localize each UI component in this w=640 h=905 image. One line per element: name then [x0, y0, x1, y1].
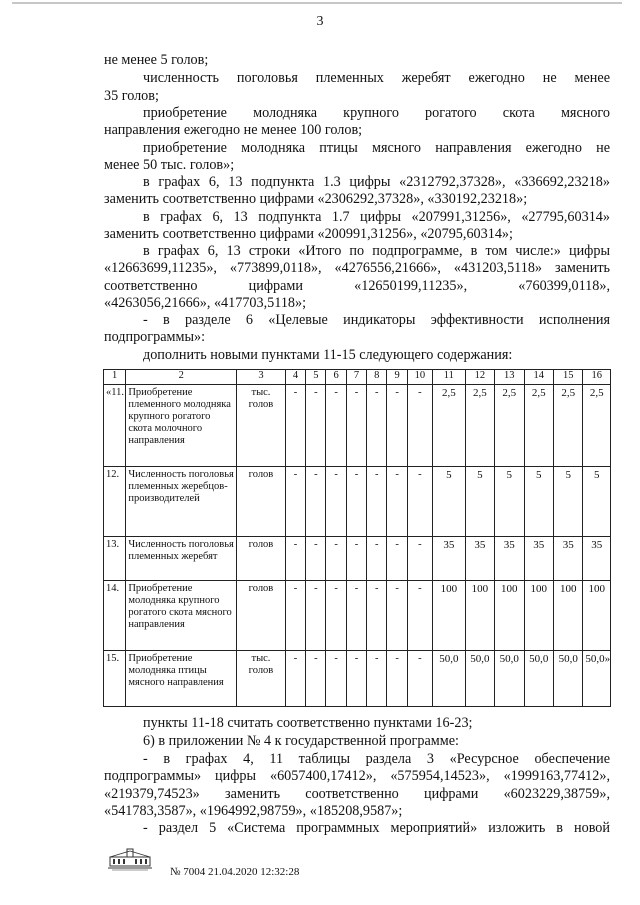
header-cell: 5	[306, 370, 326, 385]
value-cell: -	[285, 651, 305, 707]
header-cell: 3	[237, 370, 286, 385]
value-cell: -	[306, 651, 326, 707]
text-line: - в разделе 6 «Целевые индикаторы эффективности исполнения	[143, 312, 610, 328]
value-cell: -	[387, 385, 407, 467]
value-cell: -	[387, 467, 407, 537]
header-cell: 14	[524, 370, 553, 385]
text-line: приобретение молодняка крупного рогатого скота мясного	[143, 105, 610, 121]
value-cell: 35	[465, 537, 494, 581]
unit-cell: голов	[237, 467, 286, 537]
value-cell: -	[367, 537, 387, 581]
value-cell: -	[326, 651, 346, 707]
row-number: 15.	[104, 651, 126, 707]
row-number: «11.	[104, 385, 126, 467]
text-line: заменить соответственно цифрами «200991,31256», «20795,60314»;	[104, 226, 513, 242]
table-row	[104, 467, 611, 537]
table-row	[104, 581, 611, 651]
header-cell: 6	[326, 370, 346, 385]
indicator-name: Приобретение молодняка крупного рогатого скота мясного направления	[126, 581, 237, 651]
unit-cell: голов	[237, 537, 286, 581]
text-line: соответственно цифрами «12650199,11235», «760399,0118»,	[104, 278, 610, 294]
value-cell: 35	[524, 537, 553, 581]
header-cell: 1	[104, 370, 126, 385]
text-line: 6) в приложении № 4 к государственной программе:	[143, 733, 459, 749]
scan-edge-line	[12, 2, 622, 8]
indicator-name: Численность поголовья племенных жеребцов-производителей	[126, 467, 237, 537]
table-header-row	[104, 370, 611, 385]
value-cell: -	[346, 467, 366, 537]
unit-cell: тыс. голов	[237, 651, 286, 707]
indicator-name: Приобретение племенного молодняка крупного рогатого скота молочного направления	[126, 385, 237, 467]
value-cell: -	[387, 537, 407, 581]
text-line: «541783,3587», «1964992,98759», «185208,9587»;	[104, 803, 403, 819]
value-cell: -	[367, 385, 387, 467]
text-line: приобретение молодняка птицы мясного направления ежегодно не	[143, 140, 610, 156]
value-cell: -	[367, 651, 387, 707]
value-cell: -	[285, 581, 305, 651]
value-cell: 2,5	[433, 385, 466, 467]
header-cell: 13	[495, 370, 524, 385]
table-row	[104, 385, 611, 467]
header-cell: 7	[346, 370, 366, 385]
value-cell: -	[346, 651, 366, 707]
value-cell: 5	[553, 467, 582, 537]
text-line: «219379,74523» заменить соответственно цифрами «6023229,38759»,	[104, 786, 610, 802]
text-line: в графах 6, 13 подпункта 1.7 цифры «207991,31256», «27795,60314»	[143, 209, 610, 225]
header-cell: 2	[126, 370, 237, 385]
value-cell: -	[285, 537, 305, 581]
value-cell: 35	[433, 537, 466, 581]
value-cell: 100	[465, 581, 494, 651]
text-line: в графах 6, 13 строки «Итого по подпрограмме, в том числе:» цифры	[143, 243, 610, 259]
indicator-name: Численность поголовья племенных жеребят	[126, 537, 237, 581]
value-cell: -	[306, 581, 326, 651]
value-cell: 5	[433, 467, 466, 537]
header-cell: 8	[367, 370, 387, 385]
value-cell: -	[407, 651, 432, 707]
building-stamp-icon	[108, 845, 152, 871]
table-row	[104, 651, 611, 707]
row-number: 13.	[104, 537, 126, 581]
value-cell: -	[407, 581, 432, 651]
value-cell: 35	[583, 537, 611, 581]
value-cell: 2,5	[465, 385, 494, 467]
value-cell: 100	[583, 581, 611, 651]
text-line: дополнить новыми пунктами 11-15 следующего содержания:	[143, 347, 513, 363]
text-line: - раздел 5 «Система программных мероприятий» изложить в новой	[143, 820, 610, 836]
value-cell: -	[285, 467, 305, 537]
value-cell: 100	[495, 581, 524, 651]
header-cell: 11	[433, 370, 466, 385]
text-line: подпрограммы»:	[104, 329, 206, 345]
value-cell: 2,5	[524, 385, 553, 467]
value-cell: -	[367, 467, 387, 537]
value-cell: -	[326, 385, 346, 467]
value-cell: -	[407, 467, 432, 537]
text-line: в графах 6, 13 подпункта 1.3 цифры «2312792,37328», «336692,23218»	[143, 174, 610, 190]
table-row	[104, 537, 611, 581]
header-cell: 9	[387, 370, 407, 385]
value-cell: -	[367, 581, 387, 651]
value-cell: -	[346, 537, 366, 581]
header-cell: 4	[285, 370, 305, 385]
header-cell: 10	[407, 370, 432, 385]
value-cell: -	[346, 385, 366, 467]
value-cell: 50,0	[524, 651, 553, 707]
value-cell: -	[326, 581, 346, 651]
row-number: 12.	[104, 467, 126, 537]
value-cell: 100	[524, 581, 553, 651]
text-line: менее 50 тыс. голов»;	[104, 157, 235, 173]
value-cell: 5	[495, 467, 524, 537]
row-number: 14.	[104, 581, 126, 651]
text-line: 35 голов;	[104, 88, 159, 104]
value-cell: 2,5	[495, 385, 524, 467]
text-line: не менее 5 голов;	[104, 52, 209, 68]
value-cell: 50,0	[465, 651, 494, 707]
value-cell: -	[285, 385, 305, 467]
text-line: «4263056,21666», «417703,5118»;	[104, 295, 307, 311]
value-cell: 5	[465, 467, 494, 537]
value-cell: -	[326, 537, 346, 581]
value-cell: -	[407, 385, 432, 467]
indicator-name: Приобретение молодняка птицы мясного направления	[126, 651, 237, 707]
text-line: численность поголовья племенных жеребят ежегодно не менее	[143, 70, 610, 86]
indicators-table	[103, 369, 611, 707]
value-cell: -	[407, 537, 432, 581]
header-cell: 15	[553, 370, 582, 385]
text-line: - в графах 4, 11 таблицы раздела 3 «Ресурсное обеспечение	[143, 751, 610, 767]
value-cell: -	[306, 537, 326, 581]
value-cell: -	[306, 467, 326, 537]
value-cell: -	[346, 581, 366, 651]
text-line: заменить соответственно цифрами «2306292,37328», «330192,23218»;	[104, 191, 528, 207]
value-cell: 2,5	[583, 385, 611, 467]
header-cell: 12	[465, 370, 494, 385]
text-line: «12663699,11235», «773899,0118», «4276556,21666», «431203,5118» заменить	[104, 260, 610, 276]
text-line: пункты 11-18 считать соответственно пунктами 16-23;	[143, 715, 473, 731]
value-cell: -	[306, 385, 326, 467]
value-cell: 2,5	[553, 385, 582, 467]
value-cell: 50,0	[433, 651, 466, 707]
value-cell: 5	[524, 467, 553, 537]
value-cell: -	[387, 581, 407, 651]
value-cell: -	[387, 651, 407, 707]
value-cell: -	[326, 467, 346, 537]
page-number: 3	[316, 14, 324, 29]
value-cell: 5	[583, 467, 611, 537]
value-cell: 100	[553, 581, 582, 651]
value-cell: 35	[495, 537, 524, 581]
value-cell: 50,0»	[583, 651, 611, 707]
header-cell: 16	[583, 370, 611, 385]
unit-cell: голов	[237, 581, 286, 651]
text-line: направления ежегодно не менее 100 голов;	[104, 122, 363, 138]
value-cell: 50,0	[495, 651, 524, 707]
text-line: подпрограммы» цифры «6057400,17412», «575954,14523», «1999163,77412»,	[104, 768, 610, 784]
unit-cell: тыс. голов	[237, 385, 286, 467]
value-cell: 50,0	[553, 651, 582, 707]
value-cell: 100	[433, 581, 466, 651]
value-cell: 35	[553, 537, 582, 581]
document-footer: № 7004 21.04.2020 12:32:28	[170, 866, 300, 878]
